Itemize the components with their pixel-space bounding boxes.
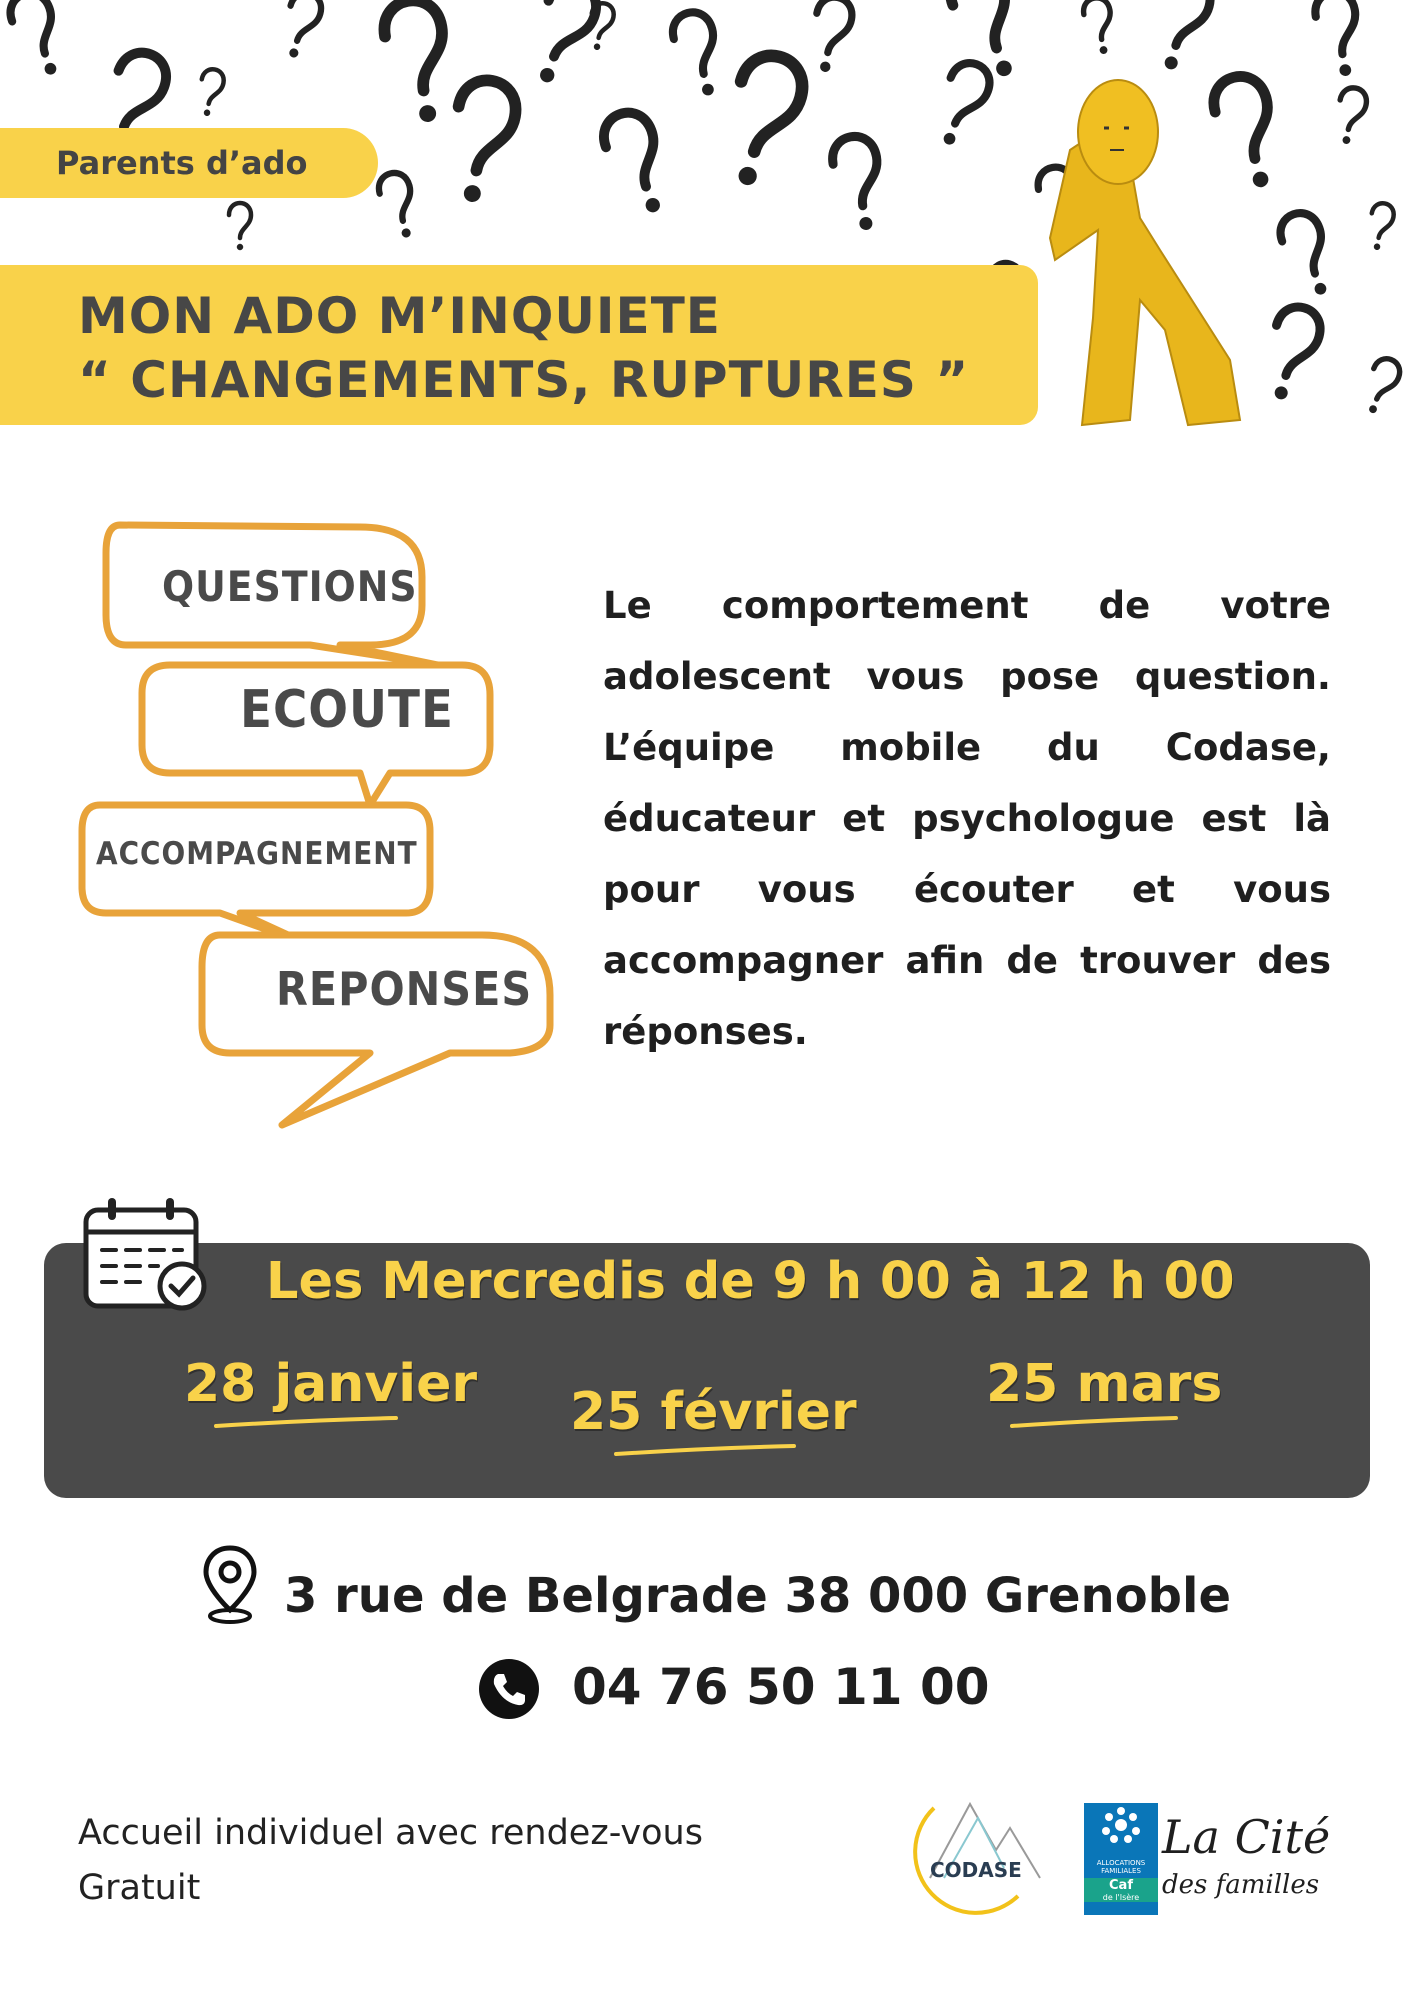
- phone-number: 04 76 50 11 00: [572, 1658, 990, 1716]
- question-mark-icon: [597, 106, 678, 220]
- question-mark-icon: [1366, 202, 1396, 252]
- codase-logo: [900, 1778, 1050, 1918]
- date-3: 25 mars: [986, 1354, 1223, 1414]
- caf-region: de l'Isère: [1084, 1893, 1158, 1902]
- caf-name: Caf: [1084, 1878, 1158, 1893]
- bubble-label-accompagnement: ACCOMPAGNEMENT: [96, 836, 418, 872]
- calendar-icon: [82, 1196, 212, 1316]
- question-mark-icon: [668, 8, 728, 100]
- question-mark-icon: [929, 58, 995, 151]
- question-mark-icon: [196, 68, 226, 118]
- question-mark-icon: [1275, 208, 1341, 301]
- caf-emblem-icon: [1084, 1803, 1158, 1855]
- title-line-2: “ CHANGEMENTS, RUPTURES ”: [78, 351, 970, 409]
- question-mark-icon: [1148, 0, 1215, 74]
- question-mark-icon: [1258, 302, 1325, 404]
- question-mark-icon: [1312, 0, 1366, 79]
- question-mark-icon: [229, 203, 251, 250]
- question-mark-icon: [278, 0, 325, 61]
- question-mark-icon: [807, 0, 855, 75]
- cite-logo-line2: des familles: [1162, 1870, 1320, 1900]
- bubble-accompagnement: [82, 805, 430, 945]
- bubble-label-ecoute: ECOUTE: [240, 680, 454, 740]
- paper-figure-icon: [1050, 80, 1240, 425]
- question-mark-icon: [375, 170, 422, 242]
- bubble-label-reponses: REPONSES: [276, 962, 533, 1016]
- title-line-1: MON ADO M’INQUIETE: [78, 287, 721, 345]
- cite-logo-line1: La Cité: [1162, 1810, 1331, 1864]
- question-mark-icon: [1208, 71, 1288, 194]
- audience-tag-label: Parents d’ado: [56, 144, 308, 182]
- title-banner: [0, 265, 1038, 425]
- question-mark-icon: [443, 76, 521, 206]
- footer-appointment: Accueil individuel avec rendez-vous: [78, 1813, 703, 1853]
- question-mark-icon: [1359, 355, 1403, 417]
- question-mark-icon: [380, 0, 458, 126]
- footer-free: Gratuit: [78, 1868, 201, 1908]
- phone-icon: [478, 1658, 540, 1720]
- question-mark-icon: [1333, 86, 1369, 146]
- description-paragraph: Le comportement de votre adolescent vous pose question. L’équipe mobile du Codase, éducateur et psychologue est là pour vous écouter et vous accompagner afin de trouver des réponses.: [603, 584, 1331, 1053]
- date-underlines: [200, 1410, 1220, 1460]
- date-2: 25 février: [570, 1382, 857, 1442]
- caf-logo: [1084, 1803, 1158, 1915]
- bubble-label-questions: QUESTIONS: [162, 562, 418, 611]
- audience-tag: [0, 128, 378, 198]
- location-pin-icon: [202, 1544, 258, 1626]
- schedule-heading: Les Mercredis de 9 h 00 à 12 h 00: [266, 1252, 1235, 1311]
- codase-logo-text: CODASE: [930, 1858, 1022, 1882]
- question-mark-icon: [5, 0, 71, 81]
- question-mark-icon: [829, 133, 889, 233]
- address-text: 3 rue de Belgrade 38 000 Grenoble: [284, 1568, 1232, 1624]
- caf-top-text: ALLOCATIONS FAMILIALES: [1096, 1859, 1146, 1875]
- question-mark-icon: [716, 49, 810, 192]
- question-mark-icon: [1081, 0, 1117, 56]
- date-1: 28 janvier: [184, 1354, 478, 1414]
